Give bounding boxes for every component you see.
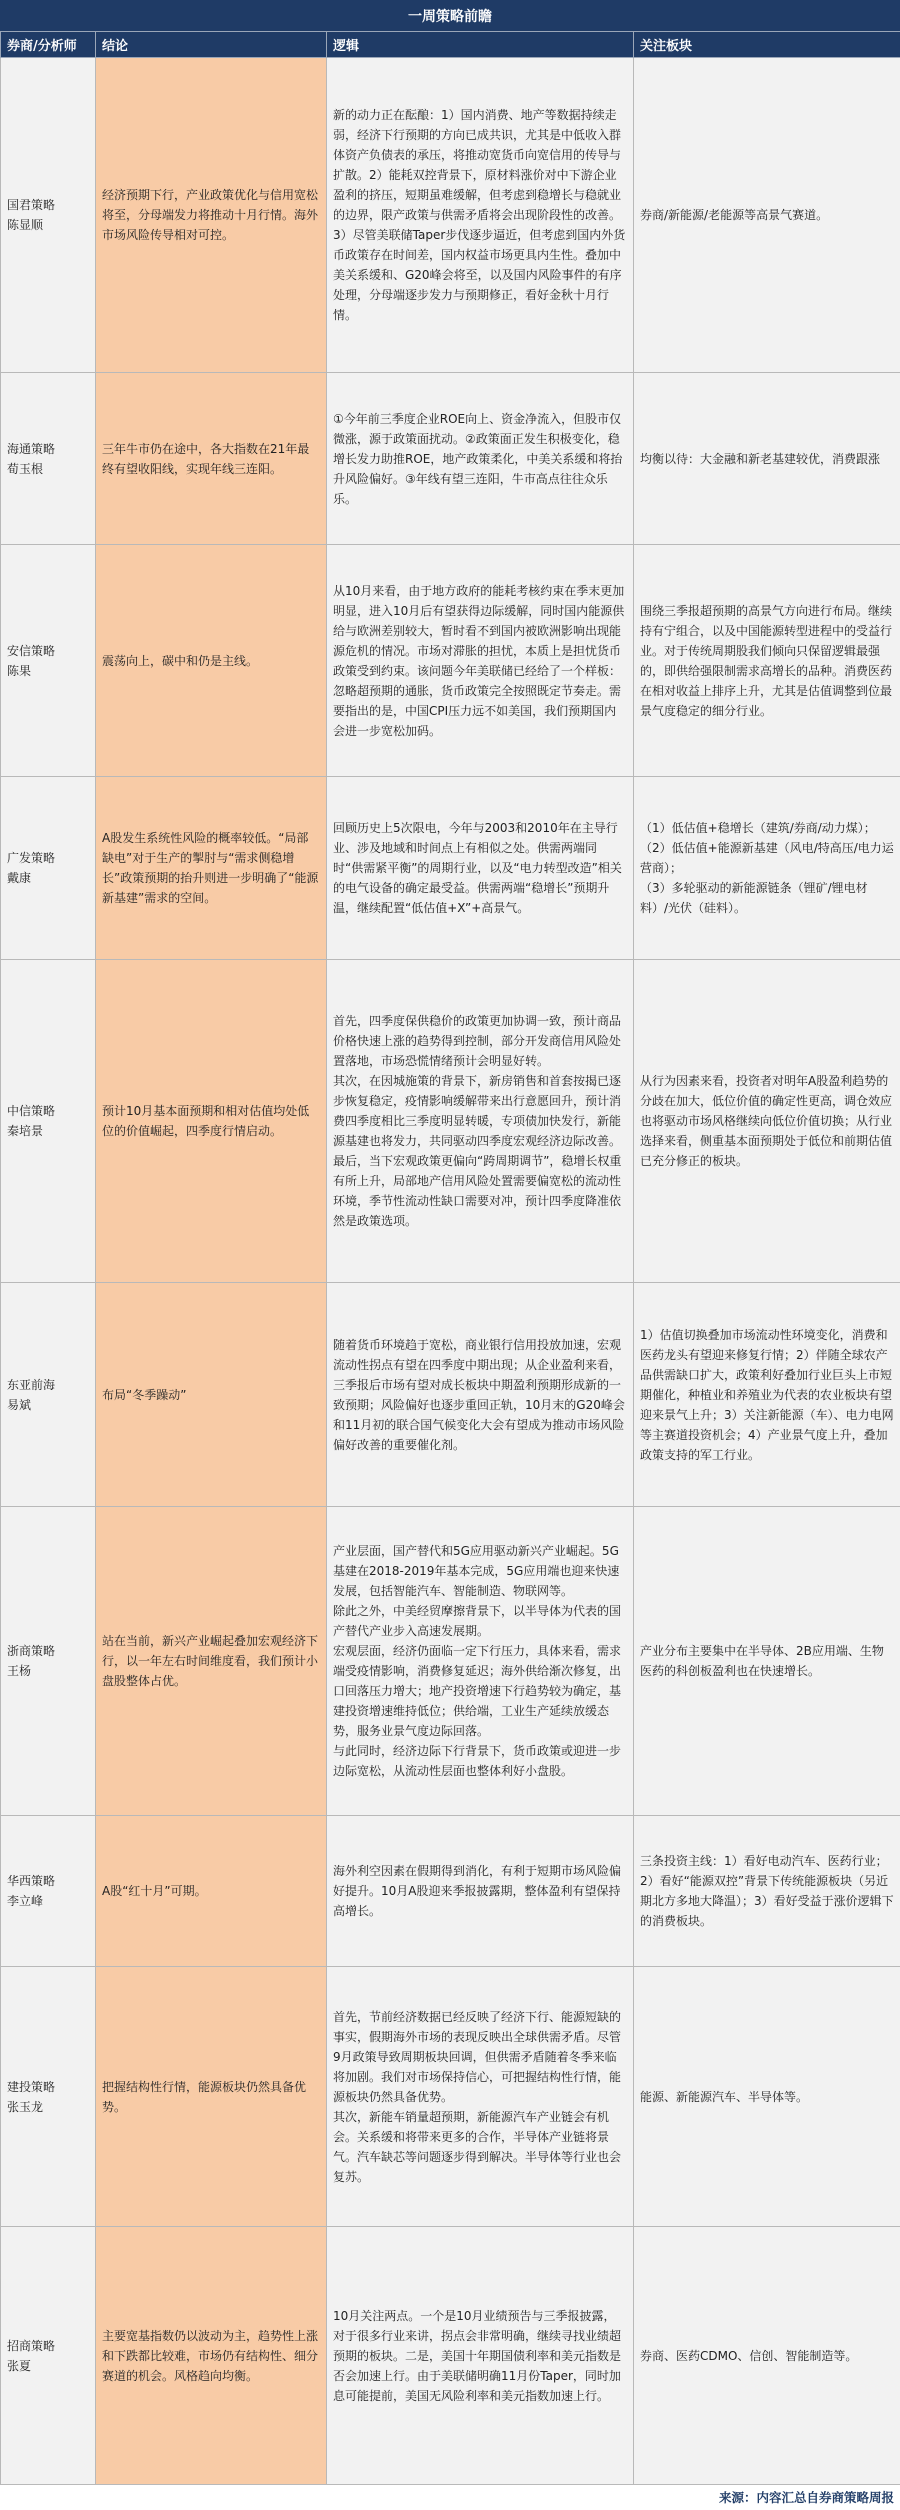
broker-cell [1, 1816, 96, 1967]
focus-text: 产业分布主要集中在半导体、2B应用端、生物医药的科创板盈利也在快速增长。 [640, 1644, 884, 1678]
logic-text: 首先，四季度保供稳价的政策更加协调一致，预计商品价格快速上涨的趋势得到控制，部分开发商信用风险处置落地，市场恐慌情绪预计会明显好转。 其次，在因城施策的背景下，新房销售和首套按揭已逐步恢复稳定，疫情影响缓解带来出行意愿回升，预计消费四季度相比三季度明显转暖，专项债加快发行，新能源基建也将发力，共同驱动四季度宏观经济边际改善。 最后，当下宏观政策更偏向“跨周期调节”，稳增长权重有所上升，局部地产信用风险处置需要偏宽松的流动性环境，季节性流动性缺口需要对冲，预计四季度降准依然是政策选项。 [333, 1014, 622, 1228]
logic-cell [327, 58, 634, 373]
logic-text: 海外利空因素在假期得到消化，有利于短期市场风险偏好提升。10月A股迎来季报披露期，整体盈利有望保持高增长。 [333, 1864, 622, 1918]
table-row [1, 1507, 900, 1816]
logic-cell [327, 1967, 634, 2227]
logic-cell [327, 1283, 634, 1507]
conclusion-cell [96, 960, 327, 1283]
table-row [1, 373, 900, 545]
logic-text: 首先，节前经济数据已经反映了经济下行、能源短缺的事实，假期海外市场的表现反映出全球供需矛盾。尽管9月政策导致周期板块回调，但供需矛盾随着冬季来临将加剧。我们对市场保持信心，可把握结构性行情，能源板块仍然具备优势。 其次，新能车销量超预期，新能源汽车产业链会有机会。关系缓和将带来更多的合作，半导体产业链将景气。汽车缺芯等问题逐步得到解决。半导体等行业也会复苏。 [333, 2009, 622, 2184]
conclusion-cell [96, 58, 327, 373]
broker-text: 海通策略 荀玉根 [7, 441, 56, 476]
focus-cell [634, 960, 900, 1283]
focus-cell [634, 2227, 900, 2485]
logic-cell [327, 1507, 634, 1816]
broker-cell [1, 1967, 96, 2227]
broker-text: 国君策略 陈显顺 [7, 198, 56, 232]
conclusion-cell [96, 777, 327, 960]
conclusion-text: 主要宽基指数仍以波动为主，趋势性上涨和下跌都比较难，市场仍有结构性、细分赛道的机会。风格趋向均衡。 [102, 2328, 319, 2383]
broker-cell [1, 777, 96, 960]
column-header-conclusion: 结论 [96, 32, 327, 58]
logic-text: ①今年前三季度企业ROE向上、资金净流入，但股市仅微涨，源于政策面扰动。②政策面正发生积极变化，稳增长发力助推ROE，地产政策柔化，中美关系缓和将抬升风险偏好。③年线有望三连阳，牛市高点往往众乐乐。 [333, 411, 623, 506]
logic-text: 从10月来看，由于地方政府的能耗考核约束在季末更加明显，进入10月后有望获得边际缓解，同时国内能源供给与欧洲差别较大，暂时看不到国内被欧洲影响出现能源危机的情况。市场对滞胀的担忧，本质上是担忧货币政策受到约束。该问题今年美联储已经给了一个样板：忽略超预期的通胀，货币政策完全按照既定节奏走。需要指出的是，中国CPI压力远不如美国，我们预期国内会进一步宽松加码。 [333, 583, 625, 738]
column-header-broker: 券商/分析师 [1, 32, 96, 58]
logic-text: 随着货币环境趋于宽松，商业银行信用投放加速，宏观流动性拐点有望在四季度中期出现；从企业盈利来看，三季报后市场有望对成长板块中期盈利预期形成新的一致预期；风险偏好也逐步重回正轨，10月末的G20峰会和11月初的联合国气候变化大会有望成为推动市场风险偏好改善的重要催化剂。 [333, 1337, 625, 1452]
focus-text: 能源、新能源汽车、半导体等。 [640, 2089, 809, 2104]
conclusion-cell [96, 1283, 327, 1507]
broker-cell [1, 1507, 96, 1816]
broker-cell [1, 545, 96, 777]
focus-cell [634, 58, 900, 373]
logic-text: 10月关注两点。一个是10月业绩预告与三季报披露，对于很多行业来讲，拐点会非常明确，继续寻找业绩超预期的板块。二是，美国十年期国债利率和美元指数是否会加速上行。由于美联储明确11月份Taper，同时加息可能提前，美国无风险利率和美元指数加速上行。 [333, 2308, 622, 2403]
focus-text: 券商/新能源/老能源等高景气赛道。 [640, 208, 829, 222]
focus-cell [634, 1283, 900, 1507]
focus-text: 围绕三季报超预期的高景气方向进行布局。继续持有宁组合，以及中国能源转型进程中的受益行业。对于传统周期股我们倾向只保留逻辑最强的，即供给强限制需求高增长的品种。消费医药在相对收益上排序上升，尤其是估值调整到位最景气度稳定的细分行业。 [640, 603, 893, 718]
conclusion-text: 预计10月基本面预期和相对估值均处低位的价值崛起，四季度行情启动。 [102, 1104, 310, 1138]
table-row [1, 777, 900, 960]
logic-cell [327, 545, 634, 777]
conclusion-cell [96, 373, 327, 545]
conclusion-cell [96, 1816, 327, 1967]
broker-text: 广发策略 戴康 [7, 851, 56, 885]
table-row [1, 1816, 900, 1967]
logic-cell [327, 373, 634, 545]
focus-text: 券商、医药CDMO、信创、智能制造等。 [640, 2348, 858, 2363]
conclusion-text: 震荡向上，碳中和仍是主线。 [102, 653, 259, 668]
broker-text: 安信策略 陈果 [7, 643, 56, 678]
focus-text: 从行为因素来看，投资者对明年A股盈利趋势的分歧在加大，低位价值的确定性更高，调仓效应也将驱动市场风格继续向低位价值切换；从行业选择来看，侧重基本面预期处于低位和前期估值已充分修正的板块。 [640, 1074, 893, 1168]
broker-text: 中信策略 秦培景 [7, 1104, 56, 1138]
conclusion-text: 经济预期下行，产业政策优化与信用宽松将至，分母端发力将推动十月行情。海外市场风险传导相对可控。 [102, 188, 319, 242]
broker-text: 建投策略 张玉龙 [7, 2079, 56, 2114]
conclusion-text: A股发生系统性风险的概率较低。“局部缺电”对于生产的掣肘与“需求侧稳增长”政策预期的抬升则进一步明确了“能源新基建”需求的空间。 [102, 831, 319, 905]
strategy-table [0, 31, 900, 2485]
focus-cell [634, 777, 900, 960]
conclusion-text: A股“红十月”可期。 [102, 1884, 207, 1898]
table-row [1, 960, 900, 1283]
focus-text: （1）低估值+稳增长（建筑/券商/动力煤）； （2）低估值+能源新基建（风电/特高压/电力运营商）； （3）多轮驱动的新能源链条（锂矿/锂电材料）/光伏（硅料）。 [640, 821, 894, 915]
table-row [1, 58, 900, 373]
logic-text: 回顾历史上5次限电，今年与2003和2010年在主导行业、涉及地域和时间点上有相似之处。供需两端同时“供需紧平衡”的周期行业，以及“电力转型改造”相关的电气设备的确定最受益。供需两端“稳增长”预期升温，继续配置“低估值+X”+高景气。 [333, 821, 622, 915]
logic-cell [327, 1816, 634, 1967]
conclusion-text: 站在当前，新兴产业崛起叠加宏观经济下行，以一年左右时间维度看，我们预计小盘股整体占优。 [102, 1634, 319, 1688]
conclusion-text: 三年牛市仍在途中，各大指数在21年最终有望收阳线，实现年线三连阳。 [102, 441, 310, 476]
table-row [1, 545, 900, 777]
focus-cell [634, 545, 900, 777]
page-title: 一周策略前瞻 [0, 0, 900, 31]
conclusion-cell [96, 1507, 327, 1816]
table-row [1, 2227, 900, 2485]
logic-cell [327, 2227, 634, 2485]
broker-cell [1, 1283, 96, 1507]
conclusion-cell [96, 545, 327, 777]
focus-cell [634, 1967, 900, 2227]
logic-cell [327, 777, 634, 960]
broker-cell [1, 960, 96, 1283]
conclusion-text: 布局“冬季躁动” [102, 1387, 187, 1402]
focus-text: 均衡以待：大金融和新老基建较优，消费跟涨 [640, 451, 881, 466]
focus-cell [634, 373, 900, 545]
broker-text: 东亚前海 易斌 [7, 1377, 56, 1412]
table-row [1, 1967, 900, 2227]
table-row [1, 1283, 900, 1507]
broker-text: 华西策略 李立峰 [7, 1874, 56, 1908]
broker-text: 浙商策略 王杨 [7, 1644, 56, 1678]
column-header-focus: 关注板块 [634, 32, 900, 58]
conclusion-cell [96, 2227, 327, 2485]
conclusion-cell [96, 1967, 327, 2227]
table-body [1, 58, 900, 2485]
table-header-row [1, 32, 900, 58]
broker-text: 招商策略 张夏 [7, 2338, 56, 2373]
broker-cell [1, 2227, 96, 2485]
conclusion-text: 把握结构性行情，能源板块仍然具备优势。 [102, 2079, 307, 2114]
focus-text: 三条投资主线：1）看好电动汽车、医药行业；2）看好“能源双控”背景下传统能源板块（另近期北方多地大降温）；3）看好受益于涨价逻辑下的消费板块。 [640, 1854, 894, 1928]
broker-cell [1, 373, 96, 545]
focus-cell [634, 1507, 900, 1816]
focus-text: 1）估值切换叠加市场流动性环境变化，消费和医药龙头有望迎来修复行情；2）伴随全球农产品供需缺口扩大，政策利好叠加行业巨头上市短期催化，种植业和养殖业为代表的农业板块有望迎来景气上升；3）关注新能源（车）、电力电网等主赛道投资机会；4）产业景气度上升，叠加政策支持的军工行业。 [640, 1327, 894, 1462]
focus-cell [634, 1816, 900, 1967]
column-header-logic: 逻辑 [327, 32, 634, 58]
logic-text: 新的动力正在酝酿：1）国内消费、地产等数据持续走弱，经济下行预期的方向已成共识，尤其是中低收入群体资产负债表的承压，将推动宽货币向宽信用的传导与扩散。2）能耗双控背景下，原材料涨价对中下游企业盈利的挤压，短期虽难缓解，但考虑到稳增长与稳就业的边界，限产政策与供需矛盾将会出现阶段性的改善。3）尽管美联储Taper步伐逐步逼近，但考虑到国内外货币政策存在时间差，国内权益市场更具内生性。叠加中美关系缓和、G20峰会将至，以及国内风险事件的有序处理，分母端逐步发力与预期修正，看好金秋十月行情。 [333, 108, 626, 322]
logic-text: 产业层面，国产替代和5G应用驱动新兴产业崛起。5G基建在2018-2019年基本完成，5G应用端也迎来快速发展，包括智能汽车、智能制造、物联网等。 除此之外，中美经贸摩擦背景下，以半导体为代表的国产替代产业步入高速发展期。 宏观层面，经济仍面临一定下行压力，具体来看，需求端受疫情影响，消费修复延迟；海外供给渐次修复，出口回落压力增大；地产投资增速下行趋势较为确定，基建投资增速维持低位；供给端，工业生产延续放缓态势，服务业景气度边际回落。 与此同时，经济边际下行背景下，货币政策或迎进一步边际宽松，从流动性层面也整体利好小盘股。 [333, 1544, 622, 1778]
logic-cell [327, 960, 634, 1283]
broker-cell [1, 58, 96, 373]
source-note: 来源：内容汇总自券商策略周报 [718, 2490, 894, 2505]
